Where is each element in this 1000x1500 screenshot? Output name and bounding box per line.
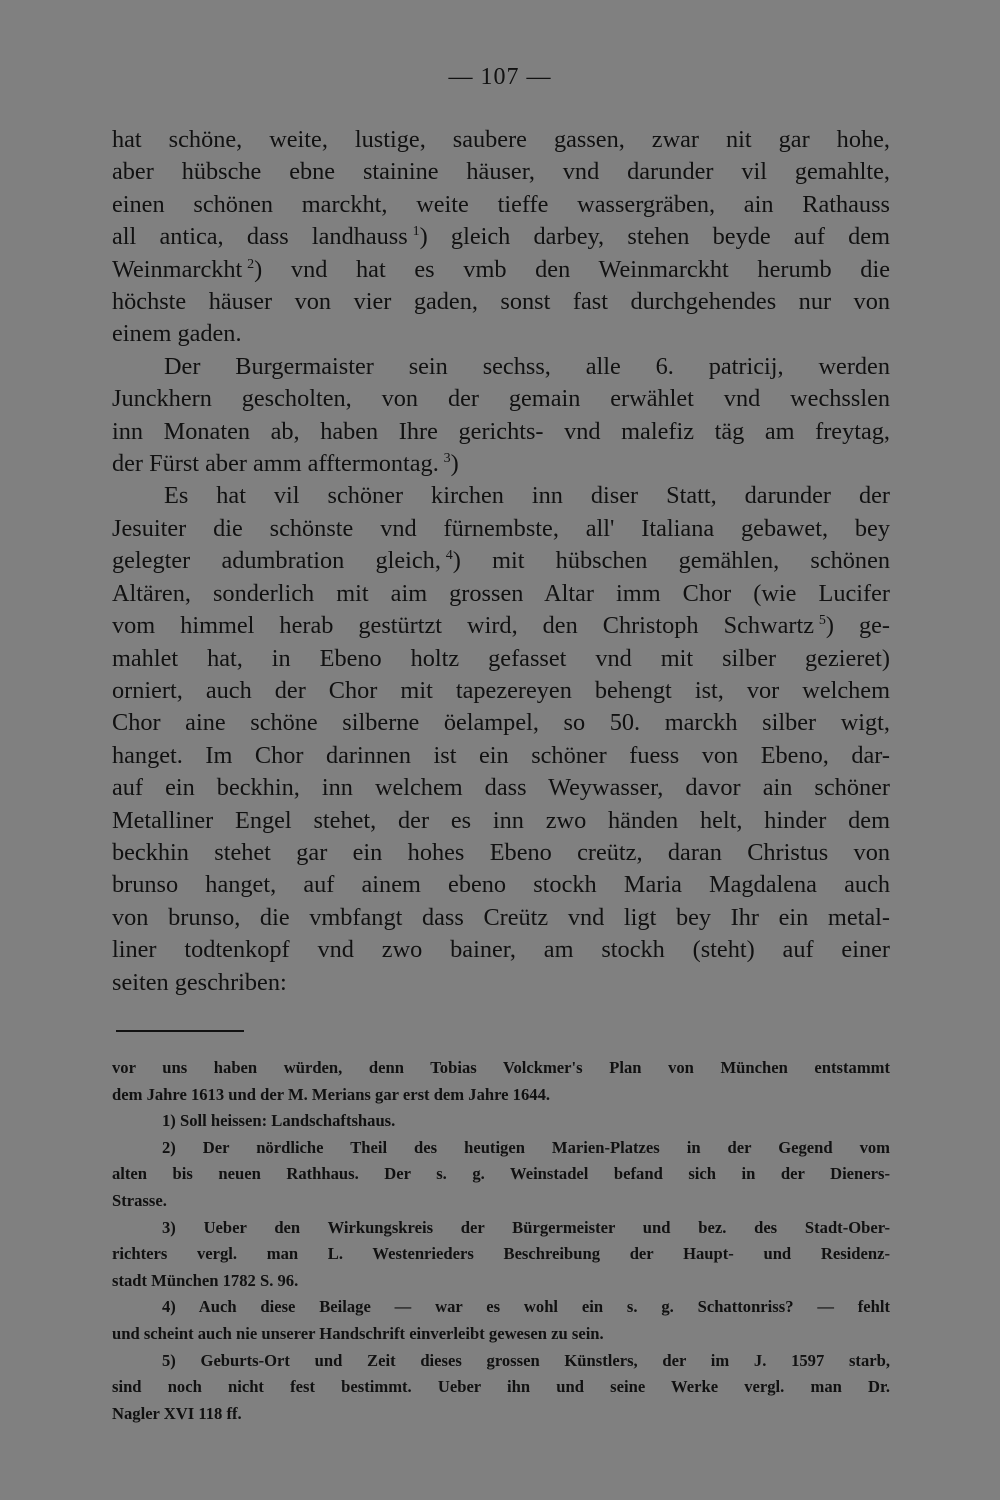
text-line: einem gaden. (112, 320, 242, 348)
text-line: Junckhern gescholten, von der gemain erwählet vnd wechsslen (112, 385, 890, 413)
footnote-line: Nagler XVI 118 ff. (112, 1403, 242, 1423)
text-line: Altären, sonderlich mit aim grossen Altar imm Chor (wie Lucifer (112, 579, 890, 607)
text-line: Der Burgermaister sein sechss, alle 6. patricij, werden (164, 352, 890, 380)
text-line: hanget. Im Chor darinnen ist ein schöner fuess von Ebeno, dar- (112, 741, 890, 769)
text-line: gelegter adumbration gleich, $^4$) mit hübschen gemählen, schönen (112, 547, 890, 575)
footnote-line: und scheint auch nie unserer Handschrift einverleibt gewesen zu sein. (112, 1323, 604, 1343)
text-line: seiten geschriben: (112, 968, 287, 996)
footnote-marker: 1 (412, 224, 420, 240)
footnote-line: 3) Ueber den Wirkungskreis der Bürgermeister und bez. des Stadt-Ober- (162, 1217, 890, 1237)
footnote-marker: 3 (443, 451, 451, 467)
text-line: höchste häuser von vier gaden, sonst fast durchgehendes nur von (112, 288, 890, 316)
footnote-marker: 2 (247, 256, 255, 272)
text-line: Metalliner Engel stehet, der es inn zwo händen helt, hinder dem (112, 806, 890, 834)
footnote-line: richters vergl. man L. Westenrieders Beschreibung der Haupt- und Residenz- (112, 1244, 890, 1264)
footnote-line: alten bis neuen Rathhaus. Der s. g. Weinstadel befand sich in der Dieners- (112, 1164, 890, 1184)
text-line: Es hat vil schöner kirchen inn diser Statt, darunder der (164, 482, 890, 510)
footnote-line: vor uns haben würden, denn Tobias Volckmer's Plan von München entstammt (112, 1058, 890, 1077)
footnote-line: stadt München 1782 S. 96. (112, 1270, 299, 1290)
footnote-rule (116, 1030, 244, 1032)
text-line: Chor aine schöne silberne öelampel, so 50. marckh silber wigt, (112, 709, 890, 737)
text-line: all antica, dass landhauss $^1$) gleich darbey, stehen beyde auf dem (112, 223, 890, 251)
text-line: aber hübsche ebne stainine häuser, vnd darunder vil gemahlte, (112, 158, 890, 186)
footnote-line: 2) Der nördliche Theil des heutigen Marien-Platzes in der Gegend vom (162, 1137, 890, 1157)
body-text (112, 124, 890, 999)
footnote-line: dem Jahre 1613 und der M. Merians gar erst dem Jahre 1644. (112, 1084, 551, 1104)
text-line: orniert, auch der Chor mit tapezereyen behengt ist, vor welchem (112, 676, 890, 704)
footnote-line: sind noch nicht fest bestimmt. Ueber ihn und seine Werke vergl. man Dr. (112, 1377, 890, 1397)
text-line: auf ein beckhin, inn welchem dass Weywasser, davor ain schöner (112, 774, 890, 802)
text-line: hat schöne, weite, lustige, saubere gassen, zwar nit gar hohe, (112, 126, 890, 153)
text-line: von brunso, die vmbfangt dass Creütz vnd ligt bey Ihr ein metal- (112, 903, 890, 931)
text-line: beckhin stehet gar ein hohes Ebeno creütz, daran Christus von (112, 838, 890, 866)
page-number: — 107 — (448, 64, 552, 90)
footnotes (112, 1055, 890, 1427)
footnote-line: Strasse. (112, 1190, 167, 1210)
text-line: Jesuiter die schönste vnd fürnembste, all' Italiana gebawet, bey (112, 514, 890, 542)
footnote-marker: 4 (445, 548, 453, 564)
text-line: inn Monaten ab, haben Ihre gerichts- vnd malefiz täg am freytag, (112, 417, 890, 445)
footnote-line: 4) Auch diese Beilage — war es wohl ein s. g. Schattonriss? — fehlt (162, 1297, 890, 1317)
text-line: vom himmel herab gestürtzt wird, den Christoph Schwartz $^5$) ge- (112, 612, 890, 640)
footnote-line: 1) Soll heissen: Landschaftshaus. (162, 1111, 396, 1131)
footnote-line: 5) Geburts-Ort und Zeit dieses grossen Künstlers, der im J. 1597 starb, (162, 1350, 890, 1370)
text-line: liner todtenkopf vnd zwo bainer, am stockh (steht) auf einer (112, 936, 890, 964)
footnote-marker: 5 (818, 613, 826, 629)
text-line: mahlet hat, in Ebeno holtz gefasset vnd mit silber gezieret) (112, 644, 890, 672)
text-line: der Fürst aber amm afftermontag. $^3$) (112, 450, 459, 478)
text-line: Weinmarckht $^2$) vnd hat es vmb den Weinmarckht herumb die (112, 255, 890, 283)
text-line: brunso hanget, auf ainem ebeno stockh Maria Magdalena auch (112, 871, 890, 899)
text-line: einen schönen marckht, weite tieffe wassergräben, ain Rathauss (112, 190, 890, 218)
